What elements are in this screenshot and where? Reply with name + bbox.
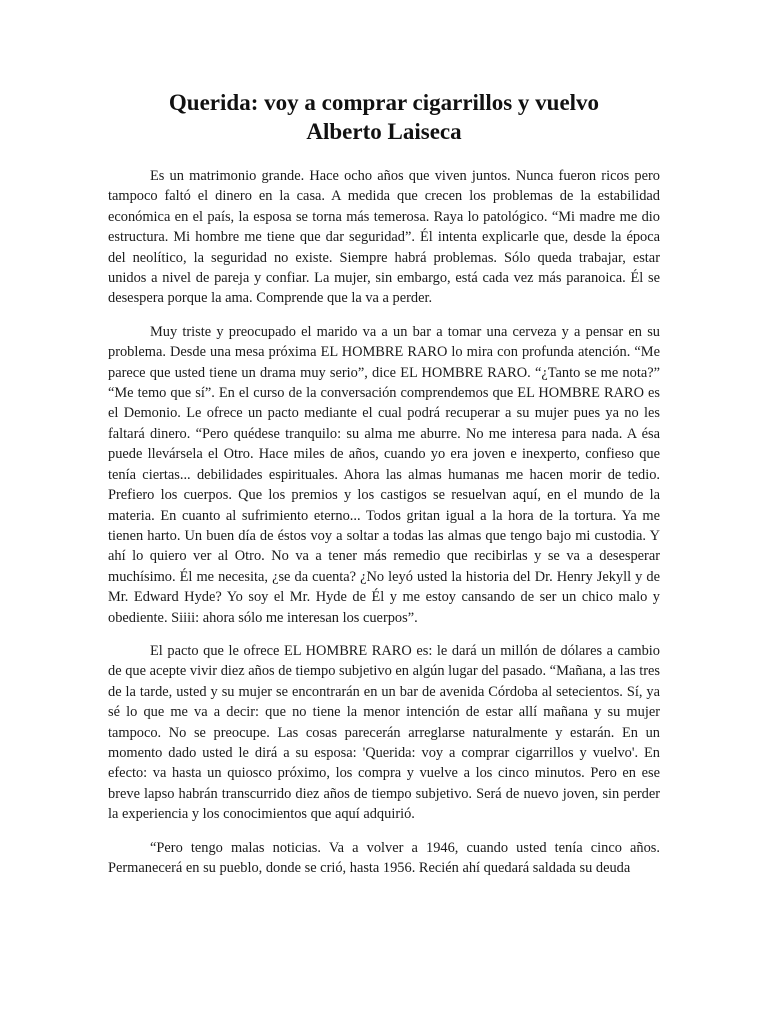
paragraph-2: Muy triste y preocupado el marido va a un bar a tomar una cerveza y a pensar en su problema. Desde una mesa próxima EL HOMBRE RARO lo mira con profunda atención. “Me parece que usted tiene un drama muy serio”, dice EL HOMBRE RARO. “¿Tanto se me nota?” “Me temo que sí”. En el curso de la conversación comprendemos que EL HOMBRE RARO es el Demonio. Le ofrece un pacto mediante el cual podrá recuperar a su mujer pues ya no les faltará dinero. “Pero quédese tranquilo: su alma me aburre. No me interesa para nada. A ésa puede llevársela el Otro. Hace miles de años, cuando yo era joven e inexperto, confieso que tenía ciertas... debilidades espirituales. Ahora las almas humanas me hacen morir de tedio. Prefiero los cuerpos. Que los premios y los castigos se resuelvan aquí, en el mundo de la materia. En cuanto al sufrimiento eterno... Todos gritan igual a la hora de la tortura. Ya me tienen harto. Un buen día de éstos voy a soltar a todas las almas que tengo bajo mi custodia. Y ahí lo quiero ver al Otro. No va a tener más remedio que recibirlas y se va a desesperar muchísimo. Él me necesita, ¿se da cuenta? ¿No leyó usted la historia del Dr. Henry Jekyll y de Mr. Edward Hyde? Yo soy el Mr. Hyde de Él y me estoy cansando de ser un chico malo y obediente. Siiii: ahora sólo me interesan los cuerpos”.: [108, 323, 660, 626]
paragraph-4: “Pero tengo malas noticias. Va a volver a 1946, cuando usted tenía cinco años. Permanecerá en su pueblo, donde se crió, hasta 1956. Recién ahí quedará saldada su deuda: [108, 839, 660, 876]
document-author: Alberto Laiseca: [306, 119, 462, 144]
document-title: Querida: voy a comprar cigarrillos y vuelvo: [168, 90, 600, 115]
paragraph-3: El pacto que le ofrece EL HOMBRE RARO es: le dará un millón de dólares a cambio de que acepte vivir diez años de tiempo subjetivo en algún lugar del pasado. “Mañana, a las tres de la tarde, usted y su mujer se encontrarán en un bar de avenida Córdoba al setecientos. Sí, ya sé lo que me va a decir: que no tiene la menor intención de estar allí mañana y su mujer tampoco. No se preocupe. Las cosas parecerán arreglarse naturalmente y estarán. En un momento dado usted le dirá a su esposa: 'Querida: voy a comprar cigarrillos y vuelvo'. En efecto: va hasta un quiosco próximo, los compra y vuelve a los cinco minutos. Pero en ese breve lapso habrán transcurrido diez años de tiempo subjetivo. Será de nuevo joven, sin perder la experiencia y los conocimientos que aquí adquirió.: [108, 642, 660, 823]
paragraph-1: Es un matrimonio grande. Hace ocho años que viven juntos. Nunca fueron ricos pero tampoco faltó el dinero en la casa. A medida que crecen los problemas de la estabilidad económica en el país, la esposa se torna más temerosa. Raya lo patológico. “Mi madre me dio estructura. Mi hombre me tiene que dar seguridad”. Él intenta explicarle que, desde la época del neolítico, la seguridad no existe. Siempre habrá problemas. Sólo queda trabajar, estar unidos a nivel de pareja y confiar. La mujer, sin embargo, está cada vez más paranoica. Él se desespera porque la ama. Comprende que la va a perder.: [108, 168, 660, 307]
document-body: [108, 166, 660, 878]
